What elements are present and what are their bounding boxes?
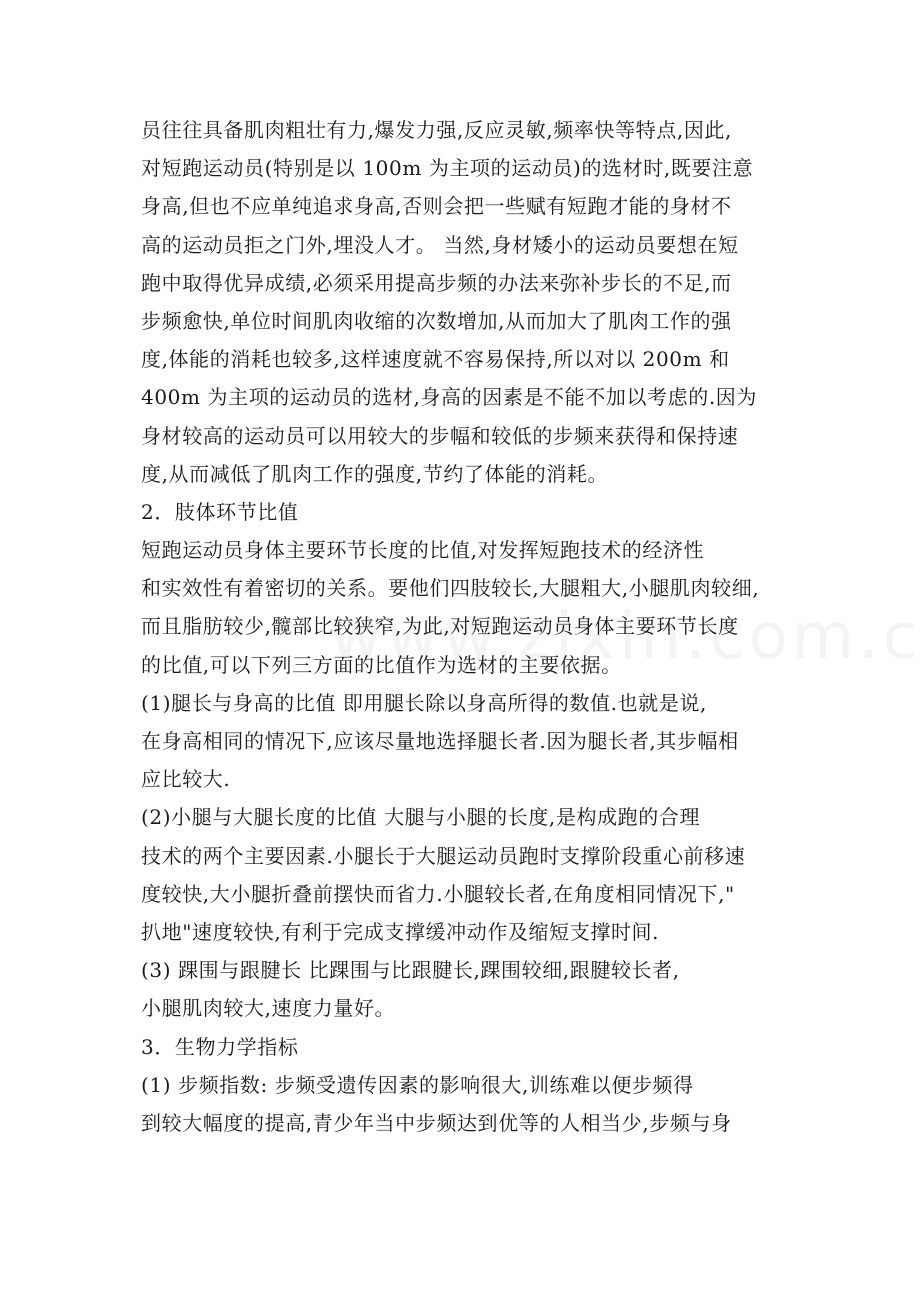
text-line: (1) 步频指数: 步频受遗传因素的影响很大,训练难以便步频得 bbox=[141, 1072, 694, 1097]
section-heading: 2．肢体环节比值 bbox=[141, 499, 299, 524]
text-line: (3) 踝围与跟腱长 比踝围与比跟腱长,踝围较细,跟腱较长者, bbox=[141, 958, 680, 983]
text-line: 身高,但也不应单纯追求身高,否则会把一些赋有短跑才能的身材不 bbox=[141, 194, 732, 219]
text-line: 度,体能的消耗也较多,这样速度就不容易保持,所以对以 200m 和 bbox=[141, 347, 730, 372]
text-line: 而且脂肪较少,髋部比较狭窄,为此,对短跑运动员身体主要环节长度 bbox=[141, 614, 739, 639]
text-line: 和实效性有着密切的关系。要他们四肢较长,大腿粗大,小腿肌肉较细, bbox=[141, 576, 760, 601]
text-line: 度较快,大小腿折叠前摆快而省力.小腿较长者,在角度相同情况下," bbox=[141, 881, 735, 906]
text-line: (1)腿长与身高的比值 即用腿长除以身高所得的数值.也就是说, bbox=[141, 690, 708, 715]
section-heading: 3．生物力学指标 bbox=[141, 1034, 299, 1059]
text-line: 到较大幅度的提高,青少年当中步频达到优等的人相当少,步频与身 bbox=[141, 1110, 732, 1135]
text-line: 身材较高的运动员可以用较大的步幅和较低的步频来获得和保持速 bbox=[141, 423, 739, 448]
text-line: (2)小腿与大腿长度的比值 大腿与小腿的长度,是构成跑的合理 bbox=[141, 805, 701, 830]
body-text bbox=[141, 111, 786, 1142]
text-line: 短跑运动员身体主要环节长度的比值,对发挥短跑技术的经济性 bbox=[141, 538, 705, 563]
text-line: 度,从而减低了肌肉工作的强度,节约了体能的消耗。 bbox=[141, 461, 609, 486]
text-line: 跑中取得优异成绩,必须采用提高步频的办法来弥补步长的不足,而 bbox=[141, 270, 732, 295]
text-line: 应比较大. bbox=[141, 767, 231, 792]
text-line: 对短跑运动员(特别是以 100m 为主项的运动员)的选材时,既要注意 bbox=[141, 156, 754, 181]
text-line: 在身高相同的情况下,应该尽量地选择腿长者.因为腿长者,其步幅相 bbox=[141, 729, 739, 753]
text-line: 400m 为主项的运动员的选材,身高的因素是不能不加以考虑的.因为 bbox=[141, 385, 758, 410]
text-line: 小腿肌肉较大,速度力量好。 bbox=[141, 996, 396, 1021]
text-line: 步频愈快,单位时间肌肉收缩的次数增加,从而加大了肌肉工作的强 bbox=[141, 308, 732, 333]
text-line: 技术的两个主要因素.小腿长于大腿运动员跑时支撑阶段重心前移速 bbox=[141, 843, 746, 868]
text-line: 高的运动员拒之门外,埋没人才。 当然,身材矮小的运动员要想在短 bbox=[141, 232, 739, 257]
text-line: 员往往具备肌肉粗壮有力,爆发力强,反应灵敏,频率快等特点,因此, bbox=[141, 118, 732, 142]
text-line: 的比值,可以下列三方面的比值作为选材的主要依据。 bbox=[141, 652, 622, 677]
text-line: 扒地"速度较快,有利于完成支撑缓冲动作及缩短支撑时间. bbox=[141, 919, 660, 944]
